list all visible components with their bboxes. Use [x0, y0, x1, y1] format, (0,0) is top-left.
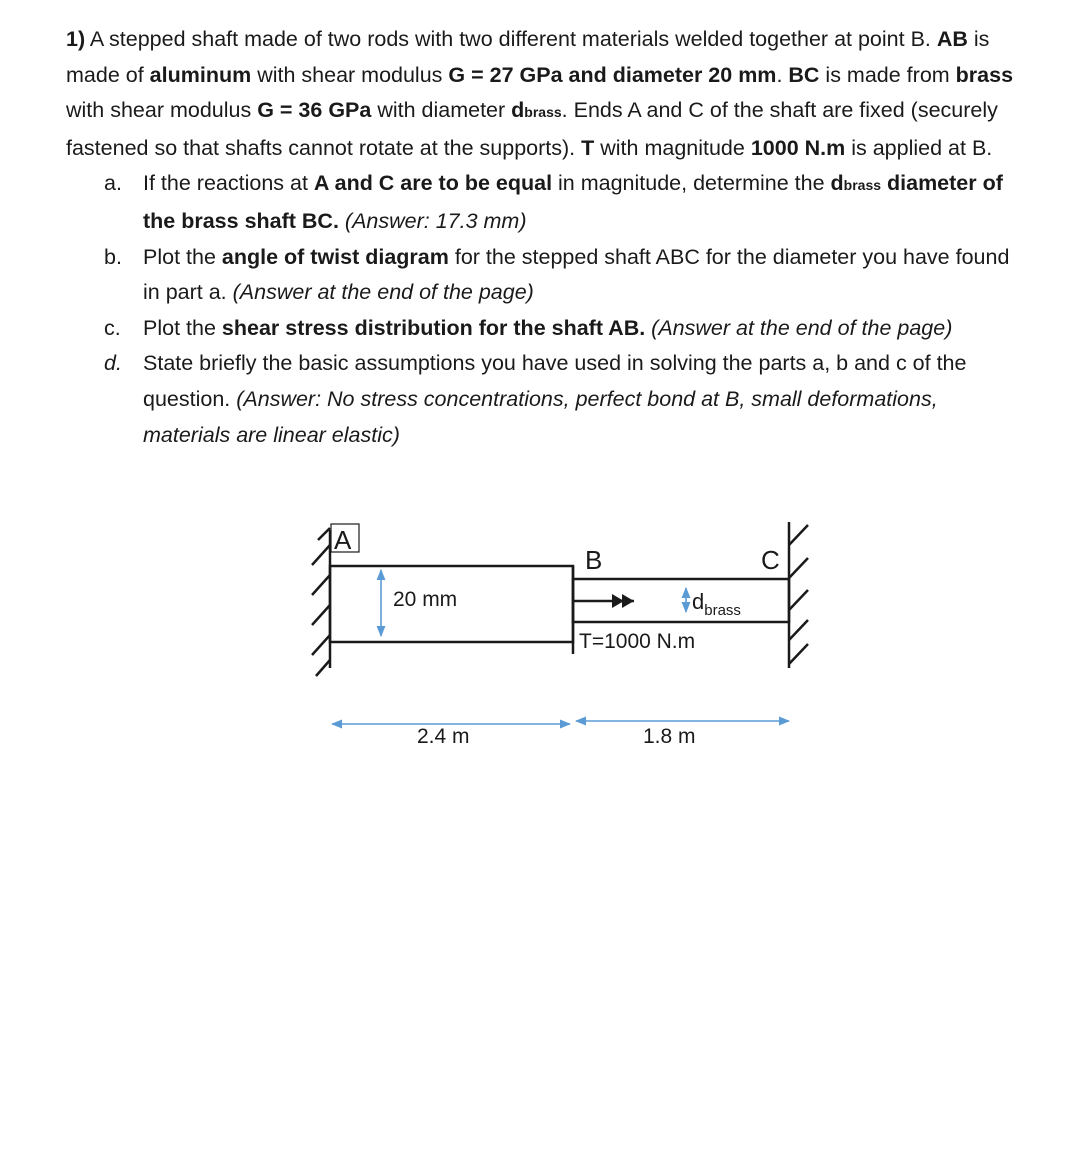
label-b: B [585, 545, 603, 575]
part-d-symbol: d [830, 171, 844, 196]
part-answer: (Answer: No stress concentrations, perfect bond at B, small deformations, materials are linear elastic) [143, 386, 938, 447]
question-parts [66, 166, 1026, 453]
part-text: State briefly the basic assumptions you have used in solving the parts a, b and c of the question. [143, 351, 967, 411]
shaft-bc [573, 579, 789, 622]
part-bold: angle of twist diagram [221, 244, 449, 269]
part-text: for the stepped shaft ABC for the diameter you have found in part a. [143, 244, 1010, 305]
part-d-subscript: brass [843, 177, 882, 194]
part-text: Plot the [143, 244, 222, 269]
intro-ab: AB [936, 27, 968, 51]
diameter-bc-label [692, 589, 741, 619]
question-intro [66, 22, 1026, 166]
part-d [66, 346, 1026, 453]
part-marker: d. [104, 351, 122, 376]
part-c [66, 311, 1026, 347]
part-text: Plot the [143, 315, 222, 340]
intro-t-symbol: T [581, 135, 595, 160]
intro-text: . Ends A and C of the shaft are fixed (securely fastened so that shafts cannot rotate at the supports). [66, 98, 998, 160]
intro-text: with diameter [371, 98, 512, 123]
intro-d-subscript: brass [524, 104, 562, 121]
intro-torque: 1000 N.m [750, 135, 846, 160]
intro-text: is made of [66, 27, 990, 87]
part-b [66, 240, 1026, 311]
label-a: A [334, 525, 352, 555]
right-fixed-support [789, 522, 808, 668]
intro-text: with magnitude [594, 135, 751, 160]
question-number: 1) [66, 27, 86, 51]
diameter-ab-label: 20 mm [393, 588, 458, 611]
part-marker: b. [104, 244, 122, 269]
intro-text: is applied at B. [845, 135, 993, 160]
part-text: If the reactions at [143, 171, 314, 196]
label-c: C [761, 545, 780, 575]
intro-g-aluminum: G = 27 GPa and diameter 20 mm [448, 62, 777, 87]
question-text-block [66, 22, 1026, 453]
left-fixed-support [312, 528, 330, 676]
part-text: in magnitude, determine the [552, 171, 831, 196]
length-bc-label: 1.8 m [643, 725, 696, 748]
part-bold: shear stress distribution for the shaft AB. [221, 315, 646, 340]
torque-label: T=1000 N.m [579, 630, 696, 653]
shaft-ab [330, 566, 573, 642]
intro-g-brass: G = 36 GPa [257, 98, 372, 123]
intro-aluminum: aluminum [149, 62, 252, 87]
part-answer: (Answer: 17.3 mm) [338, 208, 527, 233]
part-a [66, 166, 1026, 239]
intro-text: is made from [819, 62, 956, 87]
intro-brass: brass [955, 62, 1014, 87]
intro-text: with shear modulus [66, 98, 258, 123]
length-ab-label: 2.4 m [417, 725, 470, 748]
part-bold: A and C are to be equal [313, 171, 553, 196]
intro-text: A stepped shaft made of two rods with two different materials welded together at point B. [85, 27, 937, 51]
part-answer: (Answer at the end of the page) [232, 280, 534, 305]
intro-text: with shear modulus [251, 62, 449, 87]
intro-bc: BC [788, 62, 820, 87]
diameter-bc-symbol: d [692, 589, 705, 614]
part-bold: diameter of the brass shaft BC. [143, 171, 1003, 233]
torque-double-arrow [574, 594, 634, 608]
label-a-box [331, 524, 359, 552]
part-marker: a. [104, 171, 122, 196]
intro-text: . [776, 62, 789, 87]
part-answer: (Answer at the end of the page) [645, 315, 953, 340]
diameter-bc-subscript: brass [704, 602, 741, 619]
part-marker: c. [104, 315, 121, 340]
intro-d-symbol: d [511, 98, 525, 123]
